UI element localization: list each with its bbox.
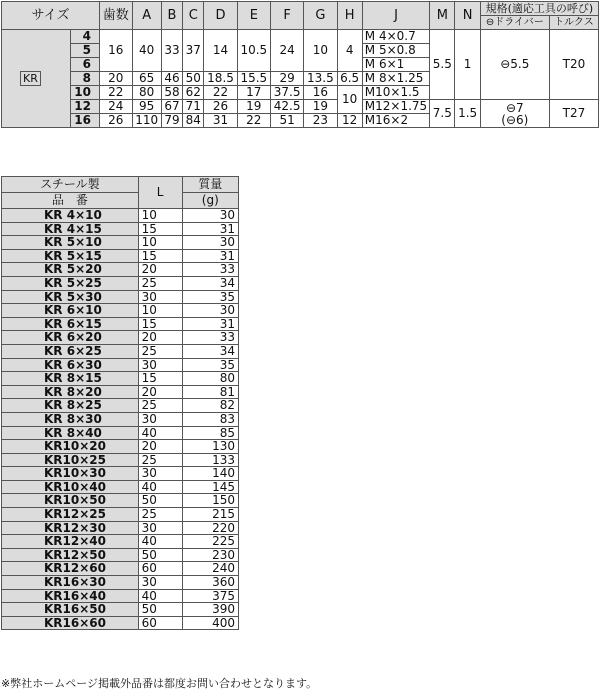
b-cell: 79 [161,114,182,128]
header-f: F [270,2,303,30]
e-cell: 17 [237,86,270,100]
header-teeth: 歯数 [100,2,133,30]
table-row [2,494,239,508]
length-cell: 30 [138,467,182,481]
a-cell: 80 [132,86,161,100]
part-number-cell: KR 6×20 [2,331,139,345]
table-row [2,480,239,494]
length-cell: 30 [138,576,182,590]
a-cell: 65 [132,72,161,86]
torx-cell: T27 [549,100,598,128]
series-cell [2,30,71,128]
table-row [2,535,239,549]
g-cell: 16 [304,86,337,100]
header-torx: トルクス [549,16,598,30]
torx-cell: T20 [549,30,598,100]
mass-cell: 130 [182,440,238,454]
length-cell: 40 [138,535,182,549]
mass-cell: 240 [182,562,238,576]
d-cell: 14 [204,30,237,72]
driver-alt-value: (⊖6) [501,112,529,127]
mass-cell: 83 [182,412,238,426]
length-cell: 50 [138,548,182,562]
header-driver: ⊖ドライバー [480,16,549,30]
d-cell: 22 [204,86,237,100]
header-c: C [183,2,204,30]
mass-cell: 31 [182,249,238,263]
part-number-cell: KR16×60 [2,616,139,630]
table-row [2,548,239,562]
mass-cell: 34 [182,344,238,358]
part-number-cell: KR12×30 [2,521,139,535]
size-cell: 5 [71,44,100,58]
d-cell: 26 [204,100,237,114]
part-number-cell: KR10×20 [2,440,139,454]
part-number-cell: KR 4×10 [2,209,139,223]
f-cell: 51 [270,114,303,128]
d-cell: 18.5 [204,72,237,86]
part-number-cell: KR 5×10 [2,236,139,250]
header-length: L [138,177,182,209]
mass-cell: 400 [182,616,238,630]
table-row [2,508,239,522]
mass-cell: 150 [182,494,238,508]
g-cell: 13.5 [304,72,337,86]
teeth-cell: 22 [100,86,133,100]
mass-cell: 82 [182,399,238,413]
table-row [2,372,239,386]
table-row [2,440,239,454]
mass-cell: 81 [182,385,238,399]
h-cell: 6.5 [337,72,362,86]
b-cell: 67 [161,100,182,114]
part-number-cell: KR12×40 [2,535,139,549]
teeth-cell: 16 [100,30,133,72]
mass-cell: 215 [182,508,238,522]
length-cell: 20 [138,385,182,399]
b-cell: 46 [161,72,182,86]
header-n: N [455,2,480,30]
spec-row [2,30,599,44]
e-cell: 15.5 [237,72,270,86]
part-number-cell: KR10×50 [2,494,139,508]
part-number-cell: KR10×25 [2,453,139,467]
b-cell: 33 [161,30,182,72]
header-a: A [132,2,161,30]
length-cell: 30 [138,412,182,426]
part-number-cell: KR 8×30 [2,412,139,426]
j-cell: M16×2 [362,114,429,128]
part-number-cell: KR 5×25 [2,276,139,290]
teeth-cell: 20 [100,72,133,86]
f-cell: 42.5 [270,100,303,114]
table-row [2,222,239,236]
mass-cell: 225 [182,535,238,549]
table-row [2,385,239,399]
spec-row [2,100,599,114]
table-row [2,426,239,440]
length-cell: 20 [138,440,182,454]
a-cell: 110 [132,114,161,128]
header-e: E [237,2,270,30]
length-cell: 30 [138,290,182,304]
mass-cell: 30 [182,304,238,318]
table-row [2,331,239,345]
mass-cell: 31 [182,317,238,331]
n-cell: 1 [455,30,480,100]
table-row [2,589,239,603]
size-cell: 4 [71,30,100,44]
e-cell: 10.5 [237,30,270,72]
header-m: M [430,2,455,30]
part-number-cell: KR16×50 [2,603,139,617]
length-cell: 25 [138,508,182,522]
mass-cell: 390 [182,603,238,617]
header-j: J [362,2,429,30]
teeth-cell: 24 [100,100,133,114]
size-cell: 10 [71,86,100,100]
part-number-cell: KR 8×20 [2,385,139,399]
table-row [2,616,239,630]
size-cell: 16 [71,114,100,128]
length-cell: 15 [138,372,182,386]
mass-cell: 230 [182,548,238,562]
table-row [2,603,239,617]
table-row [2,263,239,277]
part-number-cell: KR10×30 [2,467,139,481]
e-cell: 19 [237,100,270,114]
size-cell: 6 [71,58,100,72]
length-cell: 25 [138,399,182,413]
h-cell: 12 [337,114,362,128]
table-row [2,521,239,535]
length-cell: 10 [138,304,182,318]
mass-cell: 133 [182,453,238,467]
length-cell: 40 [138,589,182,603]
part-number-cell: KR 8×15 [2,372,139,386]
mass-cell: 220 [182,521,238,535]
a-cell: 40 [132,30,161,72]
table-row [2,412,239,426]
length-cell: 40 [138,426,182,440]
table-row [2,399,239,413]
mass-cell: 33 [182,331,238,345]
table-row [2,304,239,318]
b-cell: 58 [161,86,182,100]
j-cell: M12×1.75 [362,100,429,114]
table-row [2,317,239,331]
table-row [2,209,239,223]
part-number-cell: KR 6×15 [2,317,139,331]
length-cell: 10 [138,236,182,250]
part-number-cell: KR 6×25 [2,344,139,358]
table-row [2,344,239,358]
series-label: KR [20,71,41,86]
part-number-cell: KR16×40 [2,589,139,603]
d-cell: 31 [204,114,237,128]
g-cell: 10 [304,30,337,72]
h-cell: 10 [337,86,362,114]
mass-cell: 140 [182,467,238,481]
length-cell: 40 [138,480,182,494]
mass-cell: 35 [182,358,238,372]
j-cell: M10×1.5 [362,86,429,100]
part-number-cell: KR 8×40 [2,426,139,440]
mass-cell: 31 [182,222,238,236]
m-cell: 7.5 [430,100,455,128]
size-cell: 8 [71,72,100,86]
table-row [2,249,239,263]
table-row [2,453,239,467]
c-cell: 84 [183,114,204,128]
driver-value: ⊖7 [505,100,524,115]
header-size: サイズ [2,2,100,30]
j-cell: M 4×0.7 [362,30,429,44]
length-cell: 10 [138,209,182,223]
mass-cell: 34 [182,276,238,290]
part-number-cell: KR 4×15 [2,222,139,236]
part-number-cell: KR16×30 [2,576,139,590]
mass-cell: 145 [182,480,238,494]
mass-cell: 375 [182,589,238,603]
f-cell: 29 [270,72,303,86]
mass-cell: 80 [182,372,238,386]
length-cell: 25 [138,276,182,290]
j-cell: M 5×0.8 [362,44,429,58]
part-number-cell: KR12×50 [2,548,139,562]
g-cell: 23 [304,114,337,128]
table-row [2,358,239,372]
header-d: D [204,2,237,30]
driver-cell [480,100,549,128]
mass-cell: 360 [182,576,238,590]
mass-cell: 33 [182,263,238,277]
footnote: ※弊社ホームページ掲載外品番は都度お問い合わせとなります。 [1,677,318,690]
driver-cell: ⊖5.5 [480,30,549,100]
m-cell: 5.5 [430,30,455,100]
part-number-cell: KR 5×15 [2,249,139,263]
header-standard: 規格(適応工具の呼び) [480,2,598,16]
length-cell: 60 [138,562,182,576]
length-cell: 25 [138,453,182,467]
header-mass: 質量 [182,177,238,193]
j-cell: M 8×1.25 [362,72,429,86]
length-cell: 50 [138,494,182,508]
table-row [2,467,239,481]
length-cell: 30 [138,521,182,535]
part-number-cell: KR 5×30 [2,290,139,304]
length-cell: 15 [138,317,182,331]
table-row [2,562,239,576]
mass-cell: 30 [182,236,238,250]
table-row [2,290,239,304]
part-number-cell: KR 6×10 [2,304,139,318]
header-material: スチール製 [2,177,139,193]
j-cell: M 6×1 [362,58,429,72]
mass-cell: 35 [182,290,238,304]
header-mass-unit: (g) [182,193,238,209]
header-part: 品 番 [2,193,139,209]
g-cell: 19 [304,100,337,114]
teeth-cell: 26 [100,114,133,128]
c-cell: 37 [183,30,204,72]
part-number-cell: KR 8×25 [2,399,139,413]
length-cell: 20 [138,331,182,345]
header-h: H [337,2,362,30]
f-cell: 24 [270,30,303,72]
n-cell: 1.5 [455,100,480,128]
part-number-cell: KR12×25 [2,508,139,522]
length-cell: 20 [138,263,182,277]
length-cell: 15 [138,222,182,236]
length-cell: 30 [138,358,182,372]
length-cell: 50 [138,603,182,617]
header-b: B [161,2,182,30]
length-cell: 15 [138,249,182,263]
c-cell: 62 [183,86,204,100]
table-row [2,236,239,250]
c-cell: 50 [183,72,204,86]
spec-table [1,1,599,128]
h-cell: 4 [337,30,362,72]
weight-table-body [2,209,239,630]
header-g: G [304,2,337,30]
length-cell: 25 [138,344,182,358]
part-number-cell: KR12×60 [2,562,139,576]
e-cell: 22 [237,114,270,128]
a-cell: 95 [132,100,161,114]
size-cell: 12 [71,100,100,114]
f-cell: 37.5 [270,86,303,100]
part-number-cell: KR 5×20 [2,263,139,277]
c-cell: 71 [183,100,204,114]
weight-table [1,176,239,630]
length-cell: 60 [138,616,182,630]
part-number-cell: KR 6×30 [2,358,139,372]
table-row [2,276,239,290]
mass-cell: 30 [182,209,238,223]
part-number-cell: KR10×40 [2,480,139,494]
mass-cell: 85 [182,426,238,440]
table-row [2,576,239,590]
